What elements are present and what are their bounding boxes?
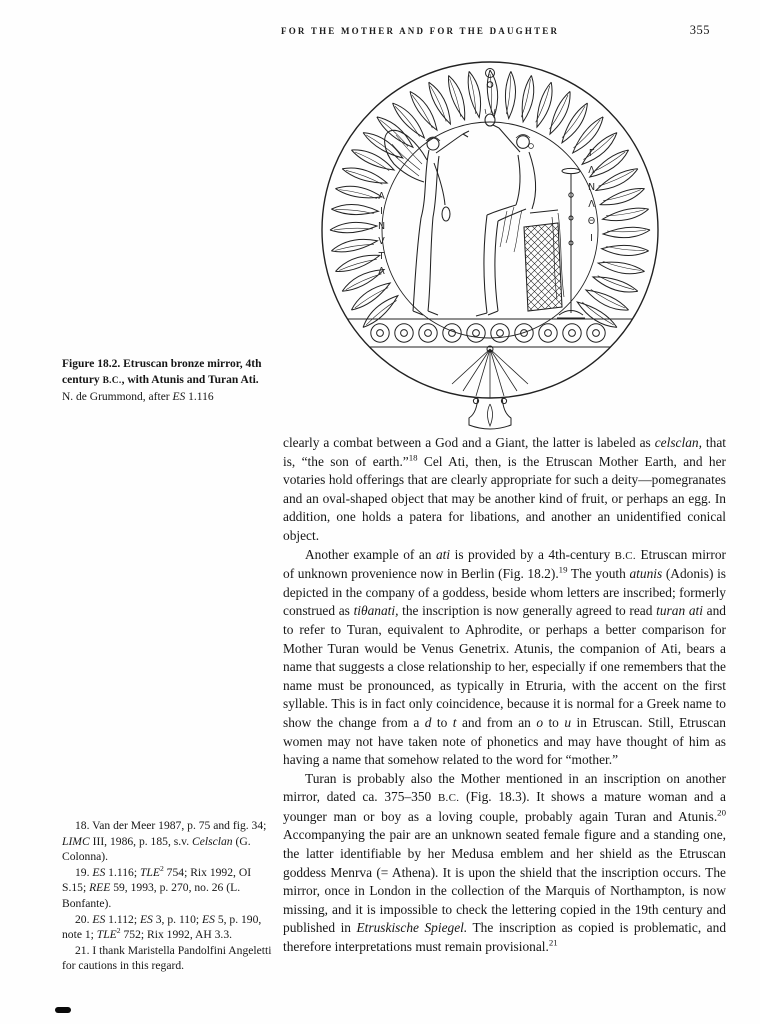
wave-band xyxy=(348,319,632,347)
etruscan-inscription-left: ΛINVTΛ xyxy=(376,191,387,281)
mirror-handle xyxy=(469,397,511,429)
footnote-21: 21. I thank Maristella Pandolfini Angeletti for cautions in this regard. xyxy=(62,943,272,973)
paragraph-3: Turan is probably also the Mother mentioned in an inscription on another mirror, dated ca. 375–350 B.C. (Fig. 18.3). It shows a mature woman and a younger man or boy as a loving couple, probably again Turan and Atunis.$^{20}$ Accompanying the pair are an unknown seated female figure and a standing one, the latter identifiable by her Medusa emblem and her shield as the Etruscan goddess Menrva (= Athena). It is upon the shield that the inscription occurs. The mirror, once in London in the collection of the Marquis of Northampton, is now missing, and it is impossible to check the lettering copied in the 19th century and published in Etruskische Spiegel. The inscription as copied is problematic, and therefore interpretations must remain provisional.$^{21}$ xyxy=(283,770,727,955)
etruscan-inscription-right: ΓΛΝΛΘΙ xyxy=(586,148,597,250)
paragraph-1: clearly a combat between a God and a Giant, the latter is labeled as celsclan, that is, “the son of earth.”$^{18}$ Cel Ati, then, is the Etruscan Mother Earth, and her votaries hold offerings that are clearly appropriate for such a deity—pomegranates and an oval-shaped object that may be another kind of fruit, or perhaps an egg. In addition, one holds a patera for libations, and another an unidentified conical object. xyxy=(283,435,727,543)
footnotes xyxy=(62,818,276,974)
footnote-18: 18. Van der Meer 1987, p. 75 and fig. 34; LIMC III, 1986, p. 185, s.v. Celsclan (G. Colonna). xyxy=(62,819,267,864)
atunis-figure xyxy=(385,130,469,315)
figure-caption: Figure 18.2. Etruscan bronze mirror, 4th century B.C., with Atunis and Turan Ati. N. de Grummond, after ES 1.116 xyxy=(62,358,262,403)
turan-figure xyxy=(476,109,564,316)
figure-18-2 xyxy=(300,57,680,437)
body-text-column xyxy=(283,434,726,957)
page-number: 355 xyxy=(689,23,710,37)
scan-artifact xyxy=(55,1007,71,1013)
palmette xyxy=(452,346,528,398)
mirror-illustration xyxy=(300,57,680,437)
paragraph-2: Another example of an ati is provided by a 4th-century B.C. Etruscan mirror of unknown provenience now in Berlin (Fig. 18.2).$^{19}$ The youth atunis (Adonis) is depicted in the company of a goddess, beside whom letters are inscribed; formerly construed as tiθanati, the inscription is now generally agreed to read turan ati and to refer to Turan, equivalent to Aphrodite, or perhaps a better comparison for Mother Turan would be Venus Genetrix. Atunis, the companion of Ati, bears a name that suggests a close relationship to her, especially if one remembers that the name must be pronounced, as typically in Etruria, with the accent on the first syllable. This is in fact only coincidence, because it is normal for a Greek name to show the change from a d to t and from an o to u in Etruscan. Still, Etruscan women may not have taken note of phonetics and may have thought of him as having a name that somehow related to the word for “mother.” xyxy=(283,546,727,768)
footnote-20: 20. ES 1.112; ES 3, p. 110; ES 5, p. 190, note 1; TLE$^2$ 752; Rix 1992, AH 3.3. xyxy=(62,912,262,942)
running-title: FOR THE MOTHER AND FOR THE DAUGHTER xyxy=(281,26,560,36)
mirror-disc xyxy=(322,62,658,429)
footnote-19: 19. ES 1.116; TLE$^2$ 754; Rix 1992, OI S.15; REE 59, 1993, p. 270, no. 26 (L. Bonfante). xyxy=(62,863,252,910)
